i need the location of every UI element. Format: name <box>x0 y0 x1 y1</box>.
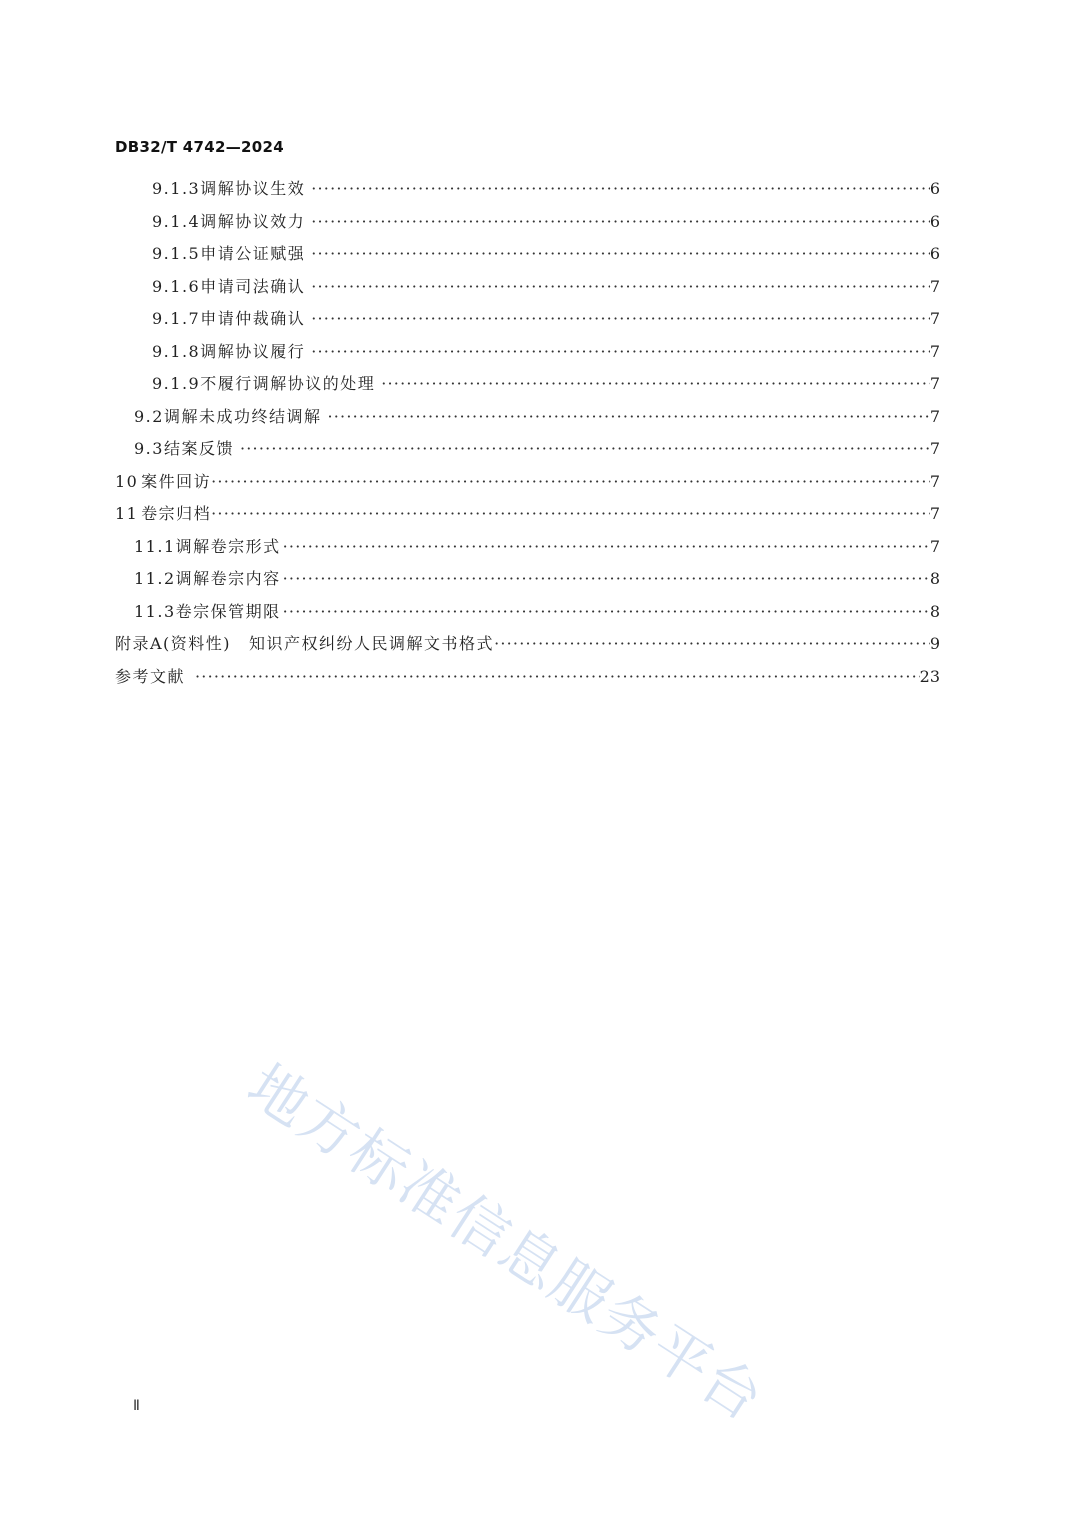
toc-entry-number: 11.3 <box>134 601 176 621</box>
toc-leader-dots <box>381 368 930 400</box>
toc-entry[interactable] <box>134 401 940 433</box>
toc-entry[interactable] <box>134 563 940 595</box>
toc-leader-dots <box>240 433 930 465</box>
toc-leader-dots <box>283 531 930 563</box>
toc-entry[interactable] <box>115 661 940 693</box>
toc-entry-title: 卷宗保管期限 <box>175 601 281 621</box>
toc-entry-title: 申请公证赋强 <box>200 244 306 263</box>
toc-entry-page: 7 <box>929 504 940 523</box>
toc-leader-dots <box>311 336 930 368</box>
toc-leader-dots <box>311 238 930 270</box>
toc-entry[interactable] <box>134 531 940 563</box>
toc-entry-page: 7 <box>929 309 940 328</box>
toc-leader-dots <box>311 173 930 205</box>
toc-entry-title: 申请司法确认 <box>200 276 306 296</box>
toc-entry-page: 8 <box>929 569 940 588</box>
toc-entry[interactable] <box>152 303 940 335</box>
toc-entry-number: 附录A(资料性) <box>115 634 232 653</box>
toc-entry[interactable] <box>152 238 940 270</box>
watermark: 地方标准信息服务平台 <box>235 1050 777 1435</box>
toc-entry-page: 6 <box>929 179 940 198</box>
toc-entry-number: 11.1 <box>134 536 176 556</box>
toc-entry[interactable] <box>152 271 940 303</box>
toc-entry-number: 9.1.7 <box>152 309 201 328</box>
toc-entry[interactable] <box>115 628 940 660</box>
toc-entry-title: 知识产权纠纷人民调解文书格式 <box>249 634 495 653</box>
toc-entry-number: 11 <box>115 504 139 523</box>
toc-entry-title: 调解协议履行 <box>200 341 306 361</box>
toc-entry-number: 9.1.4 <box>152 211 201 231</box>
toc-entry-number: 9.1.6 <box>152 276 201 296</box>
toc-entry-number: 11.2 <box>134 569 176 588</box>
toc-entry-page: 9 <box>929 634 940 653</box>
toc-entry[interactable] <box>115 498 940 530</box>
document-code: DB32/T 4742—2024 <box>115 138 284 156</box>
toc-entry-page: 8 <box>929 601 940 621</box>
toc-entry-title: 不履行调解协议的处理 <box>200 374 376 393</box>
toc-entry[interactable] <box>152 173 940 205</box>
toc-leader-dots <box>283 596 930 628</box>
toc-entry-title: 调解协议生效 <box>200 179 306 198</box>
toc-entry-page: 7 <box>929 439 940 458</box>
toc-entry-number: 9.1.8 <box>152 341 201 361</box>
toc-entry-page: 7 <box>929 374 940 393</box>
toc-entry-page: 7 <box>929 341 940 361</box>
toc-entry[interactable] <box>134 596 940 628</box>
toc-entry-number: 9.3 <box>134 439 164 458</box>
toc-entry[interactable] <box>152 206 940 238</box>
toc-entry[interactable] <box>134 433 940 465</box>
toc-entry-title: 调解卷宗形式 <box>175 536 281 556</box>
toc-entry-page: 6 <box>929 244 940 263</box>
toc-entry-number: 10 <box>115 471 139 491</box>
toc-entry-page: 7 <box>929 276 940 296</box>
toc-leader-dots <box>311 206 930 238</box>
toc-entry-title: 卷宗归档 <box>141 504 212 523</box>
toc-entry-title: 参考文献 <box>115 666 186 686</box>
toc-entry-number: 9.1.5 <box>152 244 201 263</box>
toc-leader-dots <box>311 271 930 303</box>
page-number: Ⅱ <box>133 1398 140 1414</box>
toc-entry-page: 6 <box>929 211 940 231</box>
toc-leader-dots <box>311 303 930 335</box>
toc-leader-dots <box>211 466 930 498</box>
toc-leader-dots <box>494 628 930 660</box>
toc-entry-title: 调解卷宗内容 <box>175 569 281 588</box>
toc-entry-page: 7 <box>929 536 940 556</box>
toc-entry[interactable] <box>115 466 940 498</box>
toc-entry[interactable] <box>152 368 940 400</box>
toc-entry-page: 7 <box>929 406 940 426</box>
toc-leader-dots <box>195 661 920 693</box>
toc-entry-number: 9.1.3 <box>152 179 201 198</box>
toc-entry-number: 9.2 <box>134 406 164 426</box>
toc-entry-number: 9.1.9 <box>152 374 201 393</box>
toc-entry[interactable] <box>152 336 940 368</box>
toc-entry-title: 结案反馈 <box>163 439 234 458</box>
toc-leader-dots <box>327 401 929 433</box>
toc-entry-page: 23 <box>919 666 940 686</box>
toc-entry-title: 申请仲裁确认 <box>200 309 306 328</box>
toc-entry-title: 案件回访 <box>141 471 212 491</box>
toc-entry-title: 调解未成功终结调解 <box>163 406 322 426</box>
toc-entry-page: 7 <box>929 471 940 491</box>
toc-leader-dots <box>211 498 930 530</box>
toc-entry-title: 调解协议效力 <box>200 211 306 231</box>
toc-leader-dots <box>283 563 930 595</box>
